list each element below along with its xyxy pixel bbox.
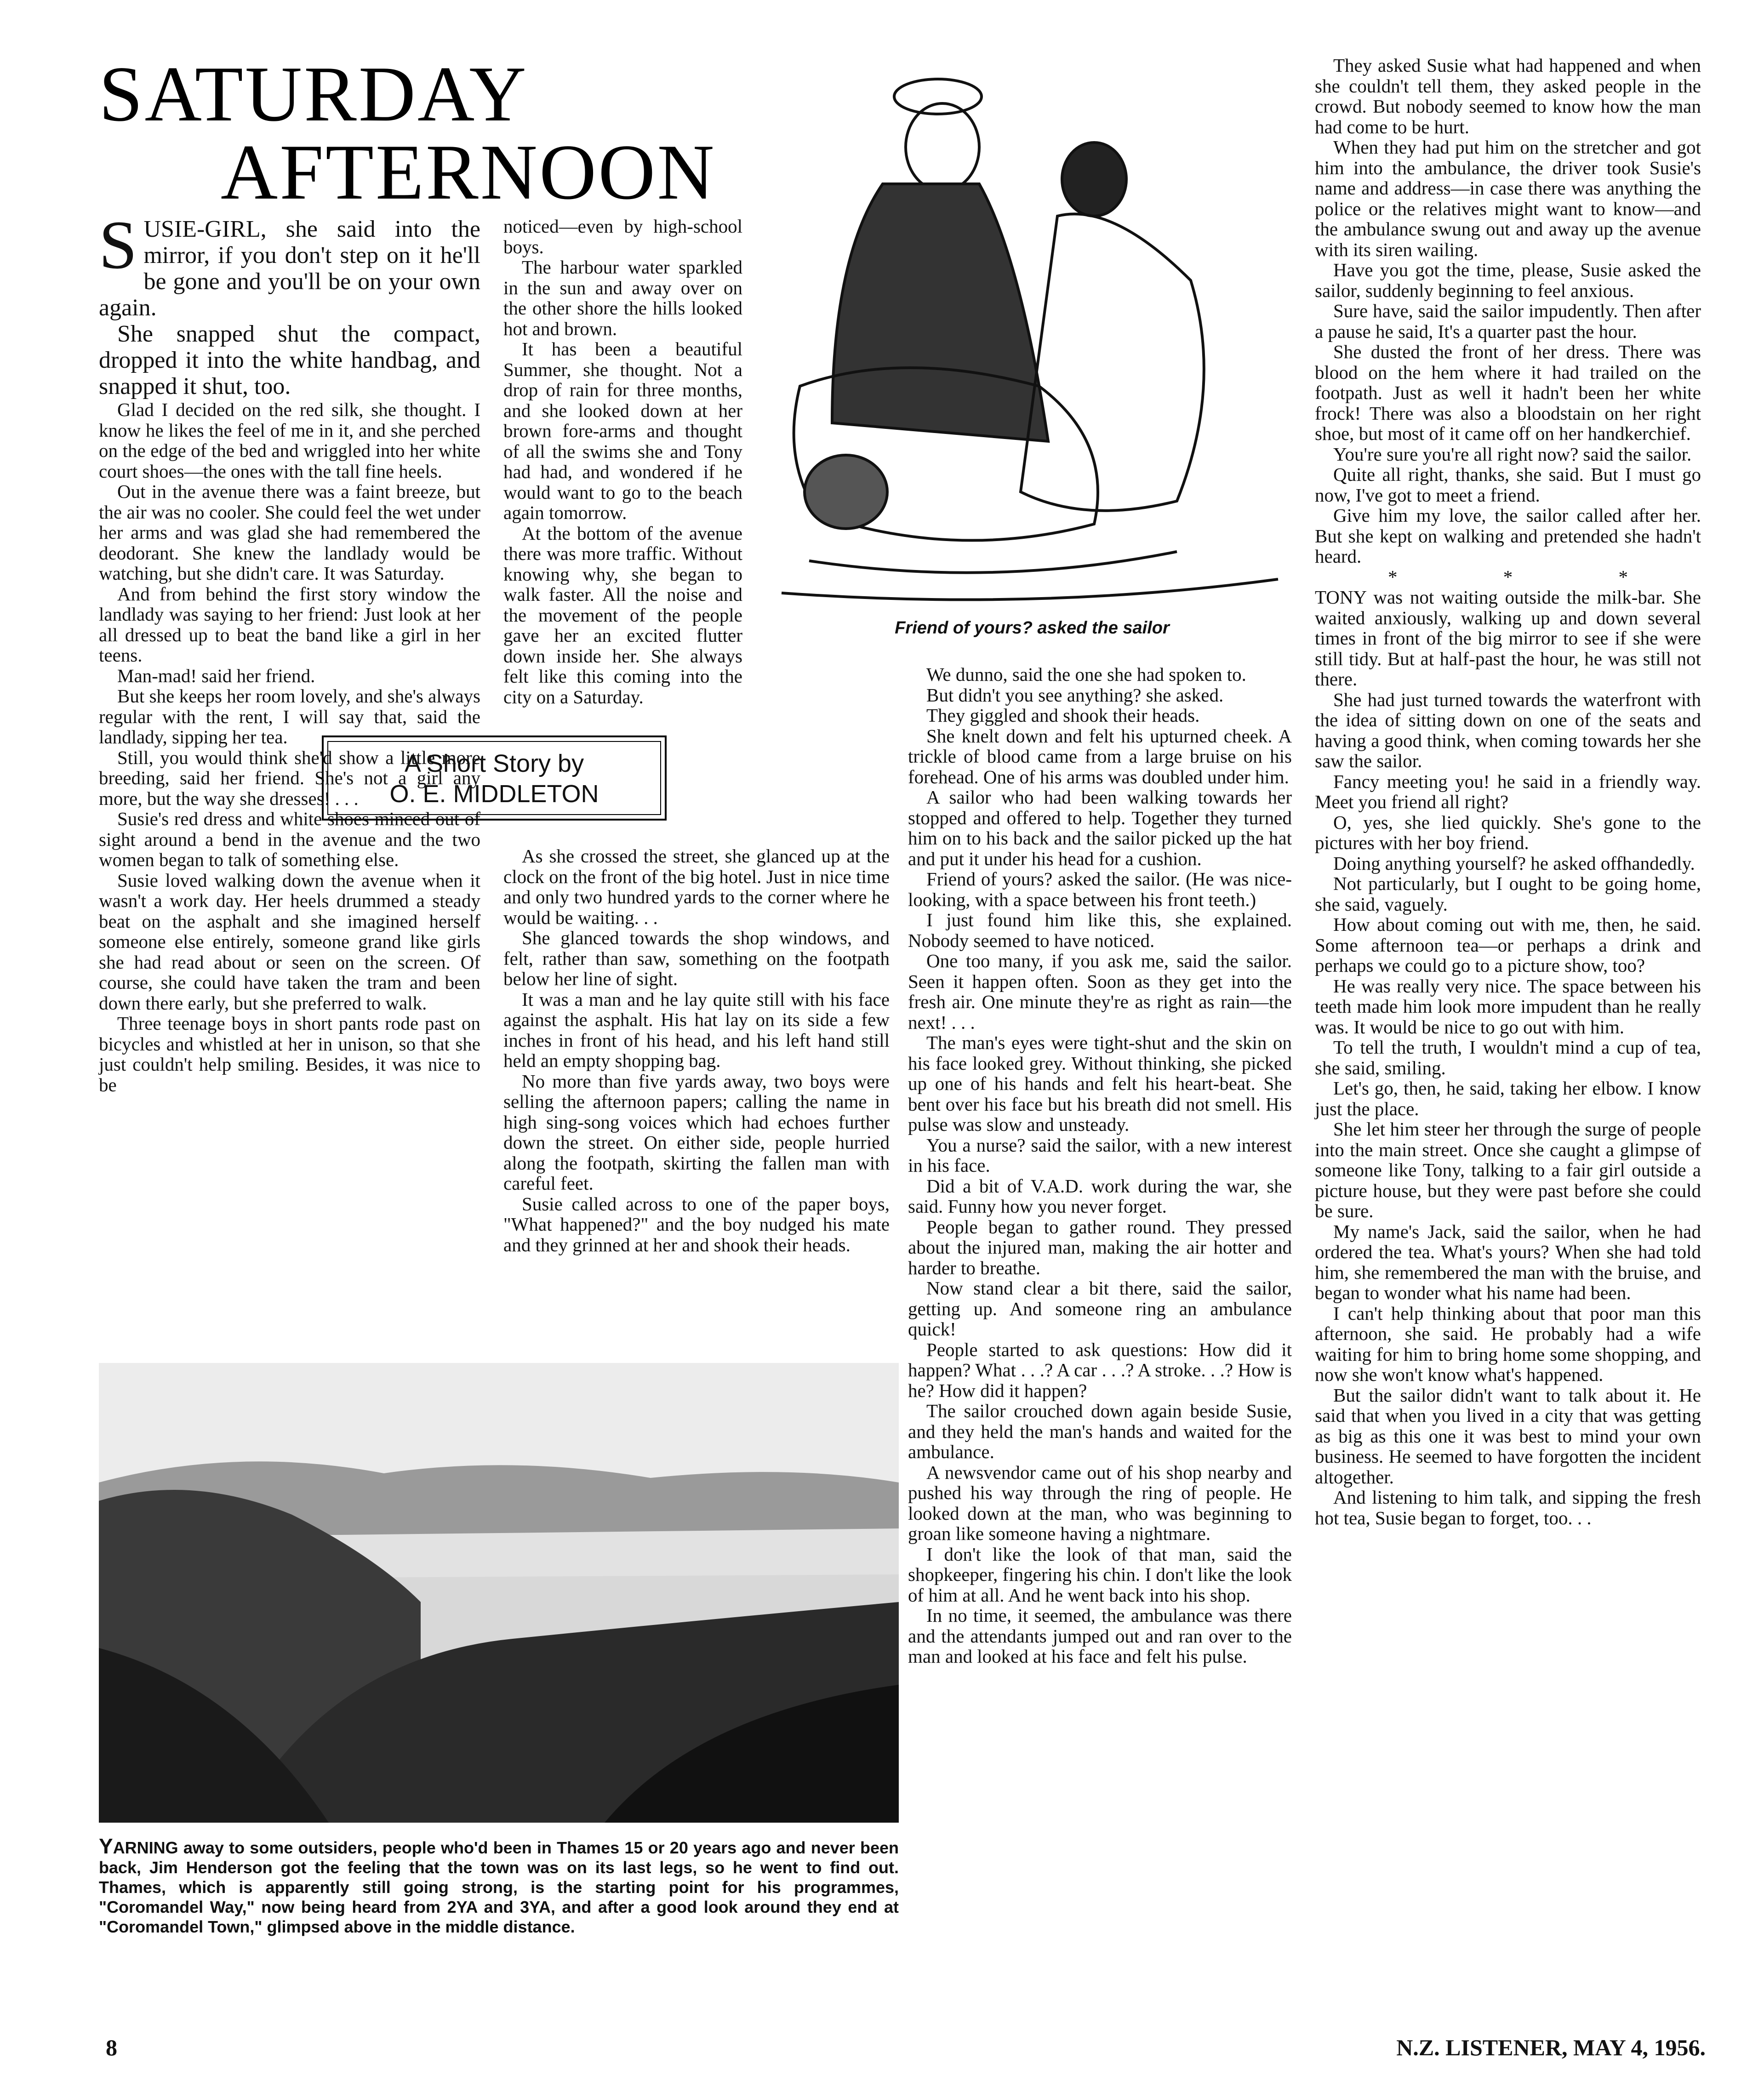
paragraph: We dunno, said the one she had spoken to. — [926, 664, 1246, 685]
paragraph: He was really very nice. The space between his teeth made him look more impudent than he really was. It would be nice to go out with him. — [1315, 975, 1701, 1038]
paragraph: Friend of yours? asked the sailor. (He was nice-looking, with a space between his front teeth.) — [908, 868, 1292, 910]
paragraph: People started to ask questions: How did it happen? What . . .? A car . . .? A stroke. . .? How is he? How did it happen? — [908, 1339, 1292, 1401]
byline-author: O. E. MIDDLETON — [389, 780, 599, 808]
text-column-2b — [503, 846, 890, 1255]
paragraph: Not particularly, but I ought to be going home, she said, vaguely. — [1315, 873, 1701, 915]
paragraph: A sailor who had been walking towards her stopped and offered to help. Together they turned him on to his back and the sailor picked up the hat and put it under his head for a cushion. — [908, 787, 1292, 869]
title-line-1: SATURDAY — [99, 51, 528, 138]
paragraph: She knelt down and felt his upturned cheek. A trickle of blood came from a large bruise on his forehead. One of his arms was doubled under him. — [908, 725, 1292, 787]
paragraph: Did a bit of V.A.D. work during the war, she said. Funny how you never forget. — [908, 1175, 1292, 1217]
paragraph: They asked Susie what had happened and when she couldn't tell them, they asked people in the crowd. But nobody seemed to know how the man had come to be hurt. — [1315, 55, 1701, 137]
paragraph: Out in the avenue there was a faint breeze, but the air was no cooler. She could feel the wet under her arms and was glad she had remembered the deodorant. She knew the landlady would be watching, but she didn't care. It was Saturday. — [99, 481, 480, 584]
paragraph: One too many, if you ask me, said the sailor. Seen it happen often. Soon as they get into the fresh air. One minute they're as right as rain—the next! . . . — [908, 950, 1292, 1033]
page-number: 8 — [106, 2035, 117, 2060]
coromandel-photo — [99, 1363, 899, 1823]
paragraph: You're sure you're all right now? said the sailor. — [1333, 443, 1692, 465]
paragraph: I don't like the look of that man, said the shopkeeper, fingering his chin. I don't like the look of him at all. And he went back into his shop. — [908, 1543, 1292, 1606]
paragraph: Still, you would think she'd show a little more breeding, said her friend. She's not a girl any more, but the way she dresses! . . . — [99, 747, 480, 809]
paragraph: Now stand clear a bit there, said the sailor, getting up. And someone ring an ambulance quick! — [908, 1277, 1292, 1340]
title-line-2: AFTERNOON — [221, 129, 716, 216]
illustration-caption: Friend of yours? asked the sailor — [895, 618, 1170, 638]
paragraph: Sure have, said the sailor impudently. Then after a pause he said, It's a quarter past the hour. — [1315, 300, 1701, 342]
paragraph: Give him my love, the sailor called after her. But she kept on walking and pretended she hadn't heard. — [1315, 505, 1701, 567]
paragraph: My name's Jack, said the sailor, when he had ordered the tea. What's yours? When she had told him, she remembered the man with the bruise, and began to wonder what his name had been. — [1315, 1220, 1701, 1303]
paragraph: The harbour water sparkled in the sun and away over on the other shore the hills looked hot and brown. — [503, 257, 742, 339]
paragraph: To tell the truth, I wouldn't mind a cup of tea, she said, smiling. — [1315, 1037, 1701, 1078]
paragraph: Glad I decided on the red silk, she thought. I know he likes the feel of me in it, and she perched on the edge of the bed and wriggled into her white court shoes—the ones with the tall fine heels. — [99, 399, 480, 482]
paragraph: How about coming out with me, then, he said. Some afternoon tea—or perhaps a drink and perhaps we could go to a picture show, too? — [1315, 914, 1701, 976]
paragraph: TONY was not waiting outside the milk-bar. She waited anxiously, walking up and down several times in front of the big mirror to see if she were still tidy. But at half-past the hour, he was still not there. — [1315, 587, 1701, 690]
paragraph: Susie called across to one of the paper boys, "What happened?" and the boy nudged his mate and they grinned at her and shook their heads. — [503, 1193, 890, 1255]
paragraph: No more than five yards away, two boys were selling the afternoon papers; calling the name in high sing-song voices which had echoes further down the street. On either side, people hurried along the footpath, skirting the fallen man with careful feet. — [503, 1070, 890, 1194]
paragraph: And from behind the first story window the landlady was saying to her friend: Just look at her all dressed up to beat the band like a girl in her teens. — [99, 583, 480, 666]
paragraph: Have you got the time, please, Susie asked the sailor, suddenly beginning to feel anxious. — [1315, 259, 1701, 301]
paragraph: The man's eyes were tight-shut and the skin on his face looked grey. Without thinking, she picked up one of his hands and felt his heart-beat. She bent over his face but his breath did not smell. His pulse was slow and unsteady. — [908, 1032, 1292, 1135]
paragraph: She glanced towards the shop windows, and felt, rather than saw, something on the footpath below her line of sight. — [503, 927, 890, 989]
paragraph: O, yes, she lied quickly. She's gone to the pictures with her boy friend. — [1315, 811, 1701, 853]
paragraph: They giggled and shook their heads. — [926, 705, 1200, 726]
paragraph: But didn't you see anything? she asked. — [926, 684, 1224, 706]
paragraph: Susie's red dress and white shoes minced out of sight around a bend in the avenue and the two women began to talk of something else. — [99, 808, 480, 870]
paragraph: When they had put him on the stretcher and got him into the ambulance, the driver took Susie's name and address—in case there was anything the police or the relatives might want to know—and the ambulance swung out and away up the avenue with its siren wailing. — [1315, 137, 1701, 260]
paragraph: Susie loved walking down the avenue when it wasn't a work day. Her heels drummed a steady beat on the asphalt and she imagined herself someone else entirely, someone grand like girls she had read about or seen on the screen. Of course, she could have taken the tram and been down there early, but she preferred to walk. — [99, 869, 480, 1014]
lead-paragraph: SUSIE-GIRL, she said into the mirror, if you don't step on it he'll be gone and you'll be on your own again. — [99, 207, 480, 321]
paragraph: You a nurse? said the sailor, with a new interest in his face. — [908, 1134, 1292, 1176]
section-break: * * * — [1388, 566, 1678, 587]
text-column-2 — [503, 216, 742, 707]
paragraph: I just found him like this, she explained. Nobody seemed to have noticed. — [908, 909, 1292, 951]
paragraph: She let him steer her through the surge of people into the main street. Once she caught a glimpse of someone like Tony, talking to a fair girl outside a picture house, but they were past before she could be sure. — [1315, 1118, 1701, 1221]
text-column-3 — [908, 664, 1292, 1667]
paragraph: The sailor crouched down again beside Susie, and they held the man's hands and waited for the ambulance. — [908, 1400, 1292, 1462]
paragraph: But she keeps her room lovely, and she's always regular with the rent, I will say that, said the landlady, sipping her tea. — [99, 685, 480, 747]
paragraph: Doing anything yourself? he asked offhandedly. — [1333, 852, 1695, 874]
paragraph: People began to gather round. They pressed about the injured man, making the air hotter and harder to breathe. — [908, 1216, 1292, 1278]
story-title — [99, 51, 716, 216]
drop-cap: S — [99, 207, 137, 283]
paragraph: Let's go, then, he said, taking her elbow. I know just the place. — [1315, 1078, 1701, 1119]
paragraph: Three teenage boys in short pants rode past on bicycles and whistled at her in unison, so that she just couldn't help smiling. Besides, it was nice to be — [99, 1013, 480, 1095]
publication-line: N.Z. LISTENER, MAY 4, 1956. — [1396, 2035, 1706, 2060]
paragraph: She had just turned towards the waterfront with the idea of sitting down on one of the seats and having a good think, when coming towards her she saw the sailor. — [1315, 689, 1701, 771]
paragraph: It has been a beautiful Summer, she thought. Not a drop of rain for three months, and she looked down at her brown fore-arms and thought of all the swims she and Tony had had, and wondered if he would want to go to the beach again tomorrow. — [503, 338, 742, 523]
text-column-1 — [99, 207, 480, 1095]
paragraph: She dusted the front of her dress. There was blood on the hem where it had trailed on the footpath. Just as well it hadn't been her white frock! There was also a bloodstain on her right shoe, but most of it came off on her handkerchief. — [1315, 341, 1701, 444]
paragraph: And listening to him talk, and sipping the fresh hot tea, Susie began to forget, too. . . — [1315, 1487, 1701, 1528]
paragraph: noticed—even by high-school boys. — [503, 216, 742, 257]
byline-box — [322, 735, 667, 821]
paragraph: But the sailor didn't want to talk about it. He said that when you lived in a city that was getting as big as this one it was best to mind your own business. He seemed to have forgotten the incident altogether. — [1315, 1384, 1701, 1488]
paragraph: A newsvendor came out of his shop nearby and pushed his way through the ring of people. He looked down at the man, who was beginning to groan like someone having a nightmare. — [908, 1461, 1292, 1544]
paragraph: As she crossed the street, she glanced up at the clock on the front of the big hotel. Just in nice time and only two hundred yards to the corner where he would be waiting. . . — [503, 845, 890, 928]
photo-caption: YARNING away to some outsiders, people who'd been in Thames 15 or 20 years ago and never been back, Jim Henderson got the feeling that the town was on its last legs, so he went to find out. Thames, which is apparently still going strong, is the starting point for his programmes, "Coromandel Way," now being heard from 2YA and 3YA, and after a good look around they end at "Coromandel Town," glimpsed above in the middle distance. — [99, 1834, 899, 1936]
paragraph: I can't help thinking about that poor man this afternoon, she said. He probably had a wife waiting for him to bring home some shopping, and now she won't know what's happened. — [1315, 1302, 1701, 1385]
sailor-illustration — [763, 64, 1301, 616]
byline-label: A Short Story by — [404, 750, 584, 777]
paragraph: It was a man and he lay quite still with his face against the asphalt. His hat lay on its side a few inches in front of his head, and his left hand still held an empty shopping bag. — [503, 988, 890, 1071]
paragraph: In no time, it seemed, the ambulance was there and the attendants jumped out and ran over to the man and looked at his face and felt his pulse. — [908, 1605, 1292, 1667]
paragraph: Quite all right, thanks, she said. But I must go now, I've got to meet a friend. — [1315, 464, 1701, 506]
paragraph: At the bottom of the avenue there was more traffic. Without knowing why, she began to walk faster. All the noise and the movement of the people gave her an excited flutter down inside her. She always felt like this coming into the city on a Saturday. — [503, 522, 742, 707]
paragraph: Man-mad! said her friend. — [117, 665, 315, 686]
text-column-4 — [1315, 55, 1701, 1528]
paragraph: Fancy meeting you! he said in a friendly way. Meet you friend all right? — [1315, 770, 1701, 812]
paragraph: She snapped shut the compact, dropped it into the white handbag, and snapped it shut, too. — [99, 321, 480, 399]
